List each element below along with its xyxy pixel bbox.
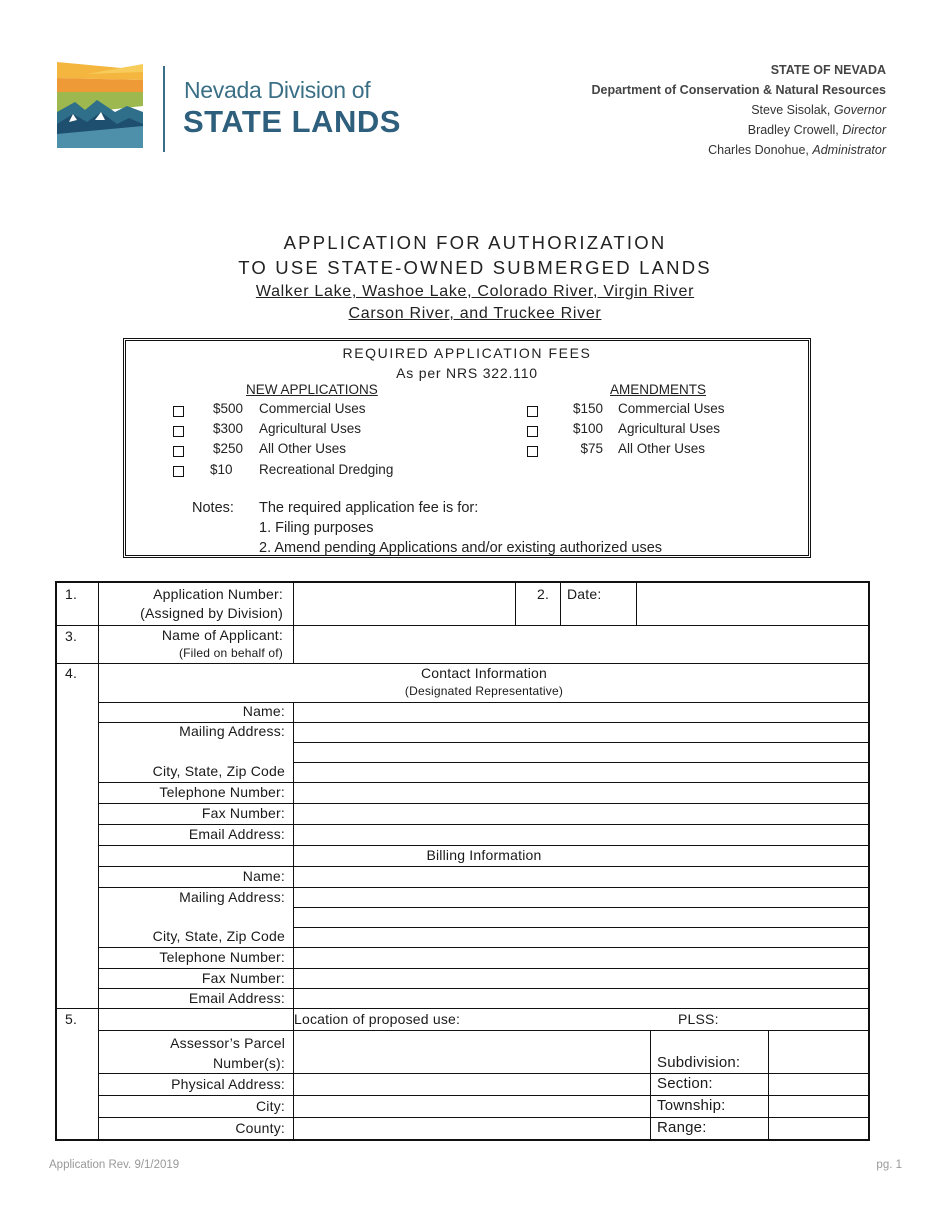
contact-mailing-label: Mailing Address: [179, 723, 285, 739]
billing-telephone-label: Telephone Number: [159, 949, 285, 965]
application-form-table [55, 581, 870, 1141]
billing-telephone-field[interactable] [294, 948, 868, 968]
contact-email-label: Email Address: [188, 826, 285, 842]
contact-telephone-label: Telephone Number: [159, 784, 285, 800]
billing-name-label: Name: [242, 868, 285, 884]
department-name: Department of Conservation & Natural Resources [591, 83, 886, 97]
note-line: 2. Amend pending Applications and/or existing authorized uses [259, 540, 663, 556]
checkbox-amend-other[interactable] [527, 446, 538, 457]
fee-label: Commercial Uses [618, 401, 725, 416]
logo-text-line2: STATE LANDS [183, 104, 401, 139]
parcel-label-line1: Assessor’s Parcel [170, 1035, 285, 1051]
item-number: 2. [537, 586, 550, 602]
section-label: Section: [657, 1075, 713, 1092]
range-label: Range: [657, 1119, 707, 1136]
subdivision-field[interactable] [769, 1031, 868, 1073]
fee-box [123, 338, 811, 558]
contact-telephone-field[interactable] [294, 783, 868, 803]
city-label: City: [256, 1098, 285, 1114]
note-line: 1. Filing purposes [259, 520, 374, 536]
item-number: 4. [65, 665, 78, 681]
checkbox-new-dredging[interactable] [173, 466, 184, 477]
agency-block [591, 60, 886, 160]
document-title: APPLICATION FOR AUTHORIZATION TO USE STATE-OWNED SUBMERGED LANDS [238, 232, 712, 278]
amendments-header: AMENDMENTS [610, 382, 707, 397]
fee-label: Agricultural Uses [618, 421, 721, 436]
section-field[interactable] [769, 1074, 868, 1095]
page-number: pg. 1 [876, 1159, 902, 1171]
fee-label: Agricultural Uses [259, 421, 362, 436]
parcel-number-field[interactable] [294, 1031, 650, 1073]
contact-city-field[interactable] [294, 763, 868, 782]
fee-heading: REQUIRED APPLICATION FEES [342, 345, 592, 361]
fee-amount: $250 [212, 441, 243, 456]
new-applications-header: NEW APPLICATIONS [246, 382, 378, 397]
subdivision-label: Subdivision: [657, 1054, 741, 1071]
governor-line: Steve Sisolak, Governor [751, 103, 886, 117]
fee-amount: $300 [212, 421, 243, 436]
logo-text-line1: Nevada Division of [184, 77, 371, 103]
date-label: Date: [567, 586, 602, 602]
fee-amount: $100 [572, 421, 603, 436]
billing-email-label: Email Address: [188, 990, 285, 1006]
fee-amount: $10 [210, 462, 233, 477]
revision-footer: Application Rev. 9/1/2019 [49, 1159, 180, 1171]
logo-divider [163, 66, 165, 152]
parcel-label-line2: Number(s): [212, 1055, 285, 1071]
state-name: STATE OF NEVADA [770, 63, 886, 77]
fee-subheading: As per NRS 322.110 [396, 365, 538, 381]
contact-email-field[interactable] [294, 825, 868, 845]
township-label: Township: [657, 1097, 726, 1114]
item-number: 1. [65, 586, 78, 602]
checkbox-amend-commercial[interactable] [527, 406, 538, 417]
applicant-name-field[interactable] [294, 626, 868, 663]
fee-amount: $500 [212, 401, 243, 416]
contact-name-field[interactable] [294, 703, 868, 722]
contact-heading: Contact Information [421, 665, 547, 681]
range-field[interactable] [769, 1118, 868, 1139]
mountain-logo-icon [57, 62, 147, 150]
physical-address-field[interactable] [294, 1074, 650, 1095]
checkbox-new-other[interactable] [173, 446, 184, 457]
contact-mailing-field[interactable] [294, 723, 868, 762]
billing-mailing-field[interactable] [294, 888, 868, 927]
notes-label: Notes: [192, 500, 234, 516]
document-subtitle: Walker Lake, Washoe Lake, Colorado River, Virgin River Carson River, and Truckee River [255, 283, 695, 322]
city-field[interactable] [294, 1096, 650, 1117]
date-field[interactable] [637, 583, 868, 625]
item-number: 3. [65, 628, 78, 644]
county-field[interactable] [294, 1118, 650, 1139]
checkbox-new-commercial[interactable] [173, 406, 184, 417]
billing-name-field[interactable] [294, 867, 868, 887]
item-number: 5. [65, 1011, 78, 1027]
fee-label: Commercial Uses [259, 401, 366, 416]
township-field[interactable] [769, 1096, 868, 1117]
checkbox-amend-agricultural[interactable] [527, 426, 538, 437]
billing-email-field[interactable] [294, 989, 868, 1008]
fee-amount: $75 [580, 441, 603, 456]
checkbox-new-agricultural[interactable] [173, 426, 184, 437]
fee-label: All Other Uses [618, 441, 706, 456]
fee-label: All Other Uses [259, 441, 347, 456]
billing-fax-label: Fax Number: [201, 970, 285, 986]
location-label: Location of proposed use: [294, 1011, 461, 1027]
billing-city-field[interactable] [294, 928, 868, 947]
physical-address-label: Physical Address: [171, 1076, 285, 1092]
billing-mailing-label: Mailing Address: [179, 889, 285, 905]
application-number-field[interactable] [294, 583, 515, 625]
contact-name-label: Name: [242, 703, 285, 719]
administrator-line: Charles Donohue, Administrator [708, 143, 886, 157]
county-label: County: [235, 1120, 285, 1136]
applicant-sublabel: (Filed on behalf of) [178, 646, 283, 660]
application-number-sublabel: (Assigned by Division) [140, 605, 283, 621]
note-line: The required application fee is for: [259, 500, 479, 516]
fee-amount: $150 [572, 401, 603, 416]
plss-label: PLSS: [678, 1011, 719, 1027]
billing-fax-field[interactable] [294, 969, 868, 988]
application-number-label: Application Number: [153, 586, 283, 602]
contact-fax-label: Fax Number: [201, 805, 285, 821]
applicant-label: Name of Applicant: [161, 627, 283, 643]
director-line: Bradley Crowell, Director [747, 123, 886, 137]
billing-heading: Billing Information [426, 847, 542, 863]
billing-city-label: City, State, Zip Code [152, 928, 285, 944]
contact-fax-field[interactable] [294, 804, 868, 824]
contact-city-label: City, State, Zip Code [152, 763, 285, 779]
contact-subheading: (Designated Representative) [404, 684, 564, 698]
fee-label: Recreational Dredging [259, 462, 394, 477]
